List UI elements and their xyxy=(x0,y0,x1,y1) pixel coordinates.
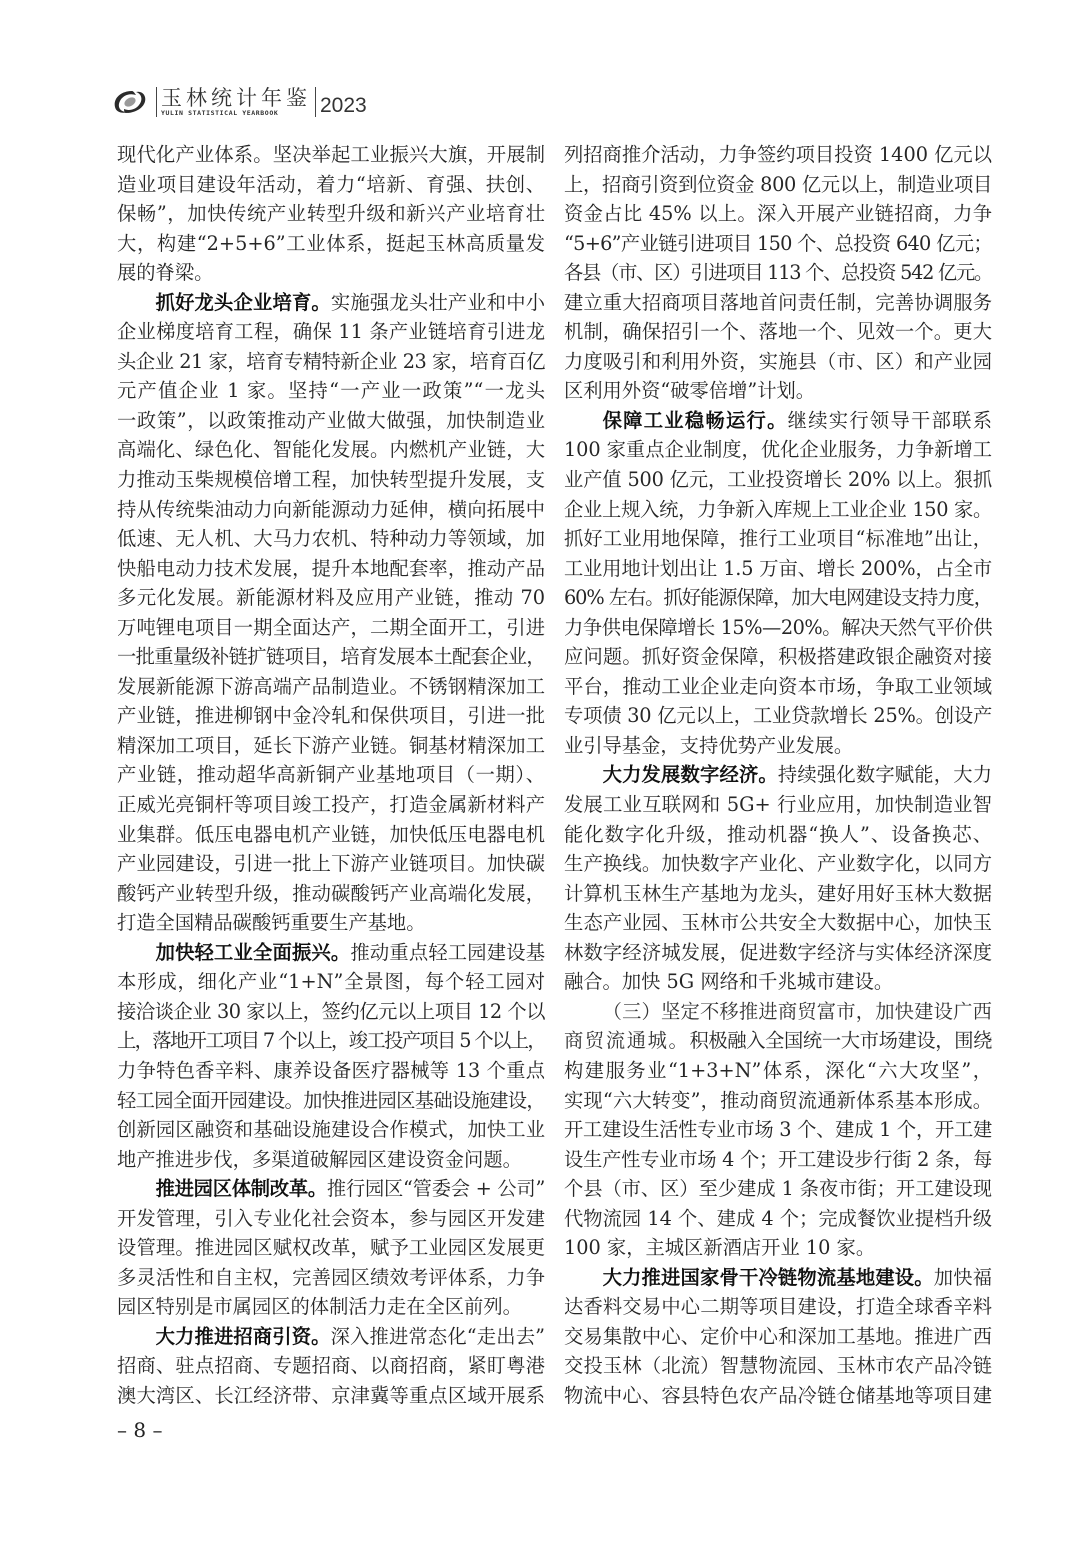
text-line: 上，招商引资到位资金 800 亿元以上，制造业项目 xyxy=(564,172,992,196)
text-line: 展的脊梁。 xyxy=(117,261,214,285)
text-line: 机制，确保招引一个、落地一个、见效一个。更大 xyxy=(564,320,992,344)
text-line: 本形成，细化产业“1+N”全景图，每个轻工园对 xyxy=(117,970,545,994)
text-line: 设管理。推进园区赋权改革，赋予工业园区发展更 xyxy=(117,1236,545,1260)
text-line xyxy=(564,406,992,436)
text-line: 业集群。低压电器电机产业链，加快低压电器电机 xyxy=(117,822,545,846)
paragraph-lead-heading: 保障工业稳畅运行。 xyxy=(602,408,788,432)
left-text-column xyxy=(117,140,545,1411)
yearbook-year: 2023 xyxy=(320,94,367,117)
text-line: 资金占比 45% 以上。深入开展产业链招商，力争 xyxy=(564,202,992,226)
text-line: 产业园建设，引进一批上下游产业链项目。加快碳 xyxy=(117,852,545,876)
text-line: 发展工业互联网和 5G+ 行业应用，加快制造业智 xyxy=(564,793,992,817)
text-line: 多灵活性和自主权，完善园区绩效考评体系，力争 xyxy=(117,1265,545,1289)
text-line: 个县（市、区）至少建成 1 条夜市街；开工建设现 xyxy=(564,1177,992,1201)
text-line xyxy=(117,938,545,968)
text-line: 60% 左右。抓好能源保障，加大电网建设支持力度， xyxy=(564,586,992,610)
text-line: 能化数字化升级，推动机器“换人”、设备换芯、 xyxy=(564,822,992,846)
text-line: 多元化发展。新能源材料及应用产业链，推动 70 xyxy=(117,586,545,610)
text-line xyxy=(564,760,992,790)
text-line: 生态产业园、玉林市公共安全大数据中心，加快玉 xyxy=(564,911,992,935)
text-line xyxy=(117,1322,545,1352)
text-line: 各县（市、区）引进项目 113 个、总投资 542 亿元。 xyxy=(564,261,992,285)
text-line: 头企业 21 家，培育专精特新企业 23 家，培育百亿 xyxy=(117,349,545,373)
text-line: 打造全国精品碳酸钙重要生产基地。 xyxy=(117,911,426,935)
paragraph xyxy=(564,760,992,996)
section-heading: （三）坚定不移推进商贸富市，加快建设广西 xyxy=(602,999,992,1023)
yearbook-subtitle: YULIN STATISTICAL YEARBOOK xyxy=(161,108,279,117)
paragraph xyxy=(564,1263,992,1411)
text-line: 元产值企业 1 家。坚持“一产业一政策”“一龙头 xyxy=(117,379,545,403)
paragraph-lead-heading: 大力推进招商引资。 xyxy=(155,1324,331,1348)
text-line: 交易集散中心、定价中心和深加工基地。推进广西 xyxy=(564,1324,992,1348)
paragraph xyxy=(117,140,545,288)
paragraph-text: 继续实行领导干部联系 xyxy=(787,408,992,432)
text-line: 力度吸引和利用外资，实施县（市、区）和产业园 xyxy=(564,349,992,373)
text-line: 园区特别是市属园区的体制活力走在全区前列。 xyxy=(117,1295,522,1319)
text-line: 业引导基金，支持优势产业发展。 xyxy=(564,733,854,757)
text-line: 万吨锂电项目一期全面达产，二期全面开工，引进 xyxy=(117,615,545,639)
text-line: 林数字经济城发展，促进数字经济与实体经济深度 xyxy=(564,940,992,964)
header-divider xyxy=(156,87,157,117)
text-line xyxy=(117,288,545,318)
paragraph xyxy=(117,938,545,1174)
text-line: 达香料交易中心二期等项目建设，打造全球香辛料 xyxy=(564,1295,992,1319)
text-line: 企业梯度培育工程，确保 11 条产业链培育引进龙 xyxy=(117,320,545,344)
text-line: 列招商推介活动，力争签约项目投资 1400 亿元以 xyxy=(564,143,992,166)
paragraph-lead-heading: 抓好龙头企业培育。 xyxy=(155,290,331,314)
text-line: 一政策”，以政策推动产业做大做强，加快制造业 xyxy=(117,408,545,432)
yearbook-title: 玉林统计年鉴 xyxy=(161,85,311,110)
text-line: 力争供电保障增长 15%—20%。解决天然气平价供 xyxy=(564,615,992,639)
text-line: 造业项目建设年活动，着力“培新、育强、扶创、 xyxy=(117,172,545,196)
paragraph-text: 推动重点轻工园建设基 xyxy=(350,940,546,964)
text-line: 100 家，主城区新酒店开业 10 家。 xyxy=(564,1236,876,1260)
text-line: 低速、无人机、大马力农机、特种动力等领域，加 xyxy=(117,527,545,551)
header-divider xyxy=(315,87,316,117)
text-line: 生产换线。加快数字产业化、产业数字化，以同方 xyxy=(564,852,992,876)
paragraph-text: 积极融入全国统一大市场建设，围绕 xyxy=(689,1029,992,1053)
text-line: 高端化、绿色化、智能化发展。内燃机产业链，大 xyxy=(117,438,545,462)
paragraph-lead-heading: 大力发展数字经济。 xyxy=(602,763,778,787)
text-line: 产业链，推动超华高新铜产业基地项目（一期）、 xyxy=(117,763,545,787)
text-line: 交投玉林（北流）智慧物流园、玉林市农产品冷链 xyxy=(564,1354,992,1378)
text-line xyxy=(117,1174,545,1204)
text-line: 平台，推动工业企业走向资本市场，争取工业领域 xyxy=(564,674,992,698)
text-line: 产业链，推进柳钢中金冷轧和保供项目，引进一批 xyxy=(117,704,545,728)
right-text-column xyxy=(564,140,992,1411)
paragraph-lead-heading: 推进园区体制改革。 xyxy=(155,1177,327,1201)
text-line: 专项债 30 亿元以上，工业贷款增长 25%。创设产 xyxy=(564,704,992,728)
text-line: 实现“六大转变”，推动商贸流通新体系基本形成。 xyxy=(564,1088,992,1112)
text-line: 精深加工项目，延长下游产业链。铜基材精深加工 xyxy=(117,733,545,757)
paragraph xyxy=(564,997,992,1263)
text-line: 物流中心、容县特色农产品冷链仓储基地等项目建 xyxy=(564,1383,992,1407)
text-line: 保畅”，加快传统产业转型升级和新兴产业培育壮 xyxy=(117,202,545,226)
paragraph-text: 深入推进常态化“走出去” xyxy=(330,1324,546,1348)
text-line: 开发管理，引入专业化社会资本，参与园区开发建 xyxy=(117,1206,545,1230)
text-line: 持从传统柴油动力向新能源动力延伸，横向拓展中 xyxy=(117,497,545,521)
text-line: 创新园区融资和基础设施建设合作模式，加快工业 xyxy=(117,1118,545,1142)
text-line: 代物流园 14 个、建成 4 个；完成餐饮业提档升级 xyxy=(564,1206,992,1230)
paragraph-lead-heading: 加快轻工业全面振兴。 xyxy=(155,940,351,964)
paragraph-lead-heading: 大力推进国家骨干冷链物流基地建设。 xyxy=(602,1265,934,1289)
text-line: 一批重量级补链扩链项目，培育发展本土配套企业， xyxy=(117,645,545,669)
text-line: 接洽谈企业 30 家以上，签约亿元以上项目 12 个以 xyxy=(117,999,545,1023)
text-line: 快船电动力技术发展，提升本地配套率，推动产品 xyxy=(117,556,545,580)
text-line xyxy=(564,1263,992,1293)
text-line: 力争特色香辛料、康养设备医疗器械等 13 个重点 xyxy=(117,1058,545,1082)
text-line xyxy=(564,1026,992,1056)
paragraph xyxy=(564,140,992,406)
paragraph-text: 持续强化数字赋能，大力 xyxy=(777,763,993,787)
page-header xyxy=(112,84,367,120)
text-line: 正威光亮铜杆等项目竣工投产，打造金属新材料产 xyxy=(117,793,545,817)
text-line: 澳大湾区、长江经济带、京津冀等重点区域开展系 xyxy=(117,1383,545,1407)
section-heading: 商贸流通城。 xyxy=(564,1029,690,1053)
text-line: 业产值 500 亿元，工业投资增长 20% 以上。狠抓 xyxy=(564,468,992,492)
text-line: 现代化产业体系。坚决举起工业振兴大旗，开展制 xyxy=(117,143,545,166)
text-line: 融合。加快 5G 网络和千兆城市建设。 xyxy=(564,970,894,994)
yulin-statistics-logo-icon xyxy=(112,89,148,115)
text-line: 计算机玉林生产基地为龙头，建好用好玉林大数据 xyxy=(564,881,992,905)
text-line: 轻工园全面开园建设。加快推进园区基础设施建设， xyxy=(117,1088,545,1112)
paragraph-text: 加快福 xyxy=(933,1265,993,1289)
text-line: 酸钙产业转型升级，推动碳酸钙产业高端化发展， xyxy=(117,881,545,905)
text-line: 构建服务业“1+3+N”体系，深化“六大攻坚”， xyxy=(564,1058,992,1082)
text-line: 企业上规入统，力争新入库规上工业企业 150 家。 xyxy=(564,497,992,521)
page-number: – 8 – xyxy=(117,1418,163,1442)
paragraph xyxy=(117,1174,545,1322)
text-line: 建立重大招商项目落地首问责任制，完善协调服务 xyxy=(564,290,992,314)
text-line: 工业用地计划出让 1.5 万亩、增长 200%，占全市 xyxy=(564,556,992,580)
paragraph-text: 推行园区“管委会 + 公司” xyxy=(326,1177,546,1201)
paragraph xyxy=(117,288,545,938)
text-line: 发展新能源下游高端产品制造业。不锈钢精深加工 xyxy=(117,674,545,698)
text-line: “5+6”产业链引进项目 150 个、总投资 640 亿元； xyxy=(564,231,992,255)
text-line: 设生产性专业市场 4 个；开工建设步行街 2 条，每 xyxy=(564,1147,992,1171)
paragraph xyxy=(564,406,992,761)
text-line: 大，构建“2+5+6”工业体系，挺起玉林高质量发 xyxy=(117,231,545,255)
text-line: 招商、驻点招商、专题招商、以商招商，紧盯粤港 xyxy=(117,1354,545,1378)
text-line: 地产推进步伐，多渠道破解园区建设资金问题。 xyxy=(117,1147,522,1171)
text-line xyxy=(564,997,992,1027)
text-line: 应问题。抓好资金保障，积极搭建政银企融资对接 xyxy=(564,645,992,669)
text-line: 抓好工业用地保障，推行工业项目“标准地”出让， xyxy=(564,527,992,551)
text-line: 上，落地开工项目 7 个以上，竣工投产项目 5 个以上， xyxy=(117,1029,545,1053)
text-line: 100 家重点企业制度，优化企业服务，力争新增工 xyxy=(564,438,992,462)
text-line: 区利用外资“破零倍增”计划。 xyxy=(564,379,816,403)
text-line: 开工建设生活性专业市场 3 个、建成 1 个，开工建 xyxy=(564,1118,992,1142)
yearbook-title-block xyxy=(161,87,311,118)
paragraph-text: 实施强龙头壮产业和中小 xyxy=(330,290,546,314)
text-line: 力推动玉柴规模倍增工程，加快转型提升发展，支 xyxy=(117,468,545,492)
paragraph xyxy=(117,1322,545,1411)
